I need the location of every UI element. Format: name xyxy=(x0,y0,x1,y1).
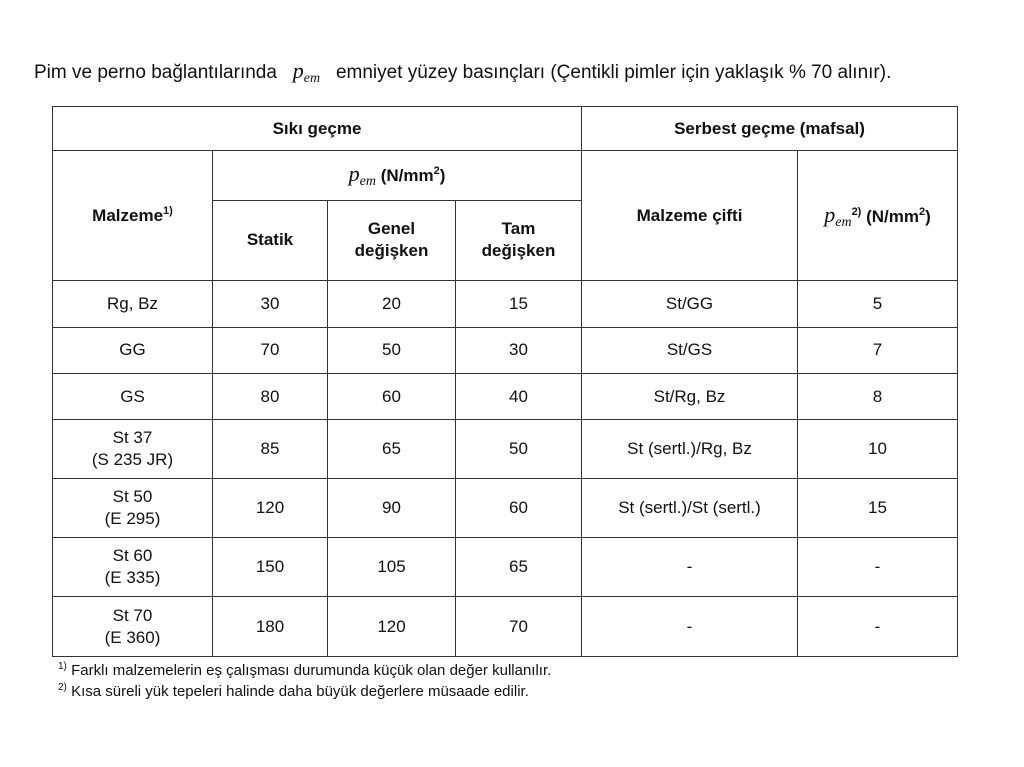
caption-text-after: emniyet yüzey basınçları (Çentikli pimler için yaklaşık % 70 alınır). xyxy=(335,62,892,83)
table-row xyxy=(53,327,958,373)
cell-general: 105 xyxy=(328,538,456,597)
cell-material: St 37 (S 235 JR) xyxy=(53,420,213,478)
table-row xyxy=(53,420,958,478)
cell-pem: - xyxy=(798,597,958,657)
cell-full: 40 xyxy=(456,373,582,419)
cell-pem: 7 xyxy=(798,327,958,373)
group-header-press-fit: Sıkı geçme xyxy=(53,107,582,151)
footnotes xyxy=(58,660,551,702)
cell-full: 70 xyxy=(456,597,582,657)
pem-unit-header: $p_{em}$ (N/mm$^2$) xyxy=(213,151,582,200)
cell-material: GG xyxy=(53,327,213,373)
cell-general: 60 xyxy=(328,373,456,419)
cell-general: 65 xyxy=(328,420,456,478)
cell-static: 85 xyxy=(213,420,328,478)
cell-static: 70 xyxy=(213,327,328,373)
table-row xyxy=(53,373,958,419)
cell-static: 30 xyxy=(213,281,328,327)
cell-pem: 5 xyxy=(798,281,958,327)
cell-material: St 60 (E 335) xyxy=(53,538,213,597)
pem-symbol: $p_{em}$ xyxy=(348,161,376,190)
cell-pem: 8 xyxy=(798,373,958,419)
group-header-loose-fit: Serbest geçme (mafsal) xyxy=(582,107,958,151)
cell-material-pair: St/GG xyxy=(582,281,798,327)
cell-general: 50 xyxy=(328,327,456,373)
cell-general: 90 xyxy=(328,478,456,537)
cell-full: 60 xyxy=(456,478,582,537)
cell-pem: 10 xyxy=(798,420,958,478)
footnote-1: $^{1)}$ Farklı malzemelerin eş çalışması durumunda küçük olan değer kullanılır. xyxy=(58,661,552,679)
table-caption xyxy=(34,58,1019,84)
cell-pem: - xyxy=(798,538,958,597)
footnote-mark-2: 2) xyxy=(851,205,862,218)
caption-text-before: Pim ve perno bağlantılarında xyxy=(34,62,277,83)
cell-material: Rg, Bz xyxy=(53,281,213,327)
header-row-groups xyxy=(53,107,958,151)
cell-general: 20 xyxy=(328,281,456,327)
cell-pem: 15 xyxy=(798,478,958,537)
cell-full: 30 xyxy=(456,327,582,373)
pem-symbol-right: $p_{em}$ xyxy=(824,201,852,230)
material-pair-header: Malzeme çifti xyxy=(582,151,798,281)
header-row-units xyxy=(53,151,958,200)
table-row xyxy=(53,597,958,657)
cell-static: 80 xyxy=(213,373,328,419)
cell-full: 50 xyxy=(456,420,582,478)
cell-material: St 50 (E 295) xyxy=(53,478,213,537)
cell-full: 15 xyxy=(456,281,582,327)
cell-static: 120 xyxy=(213,478,328,537)
cell-material: GS xyxy=(53,373,213,419)
footnote-2: $^{2)}$ Kısa süreli yük tepeleri halinde daha büyük değerlere müsaade edilir. xyxy=(58,682,529,700)
col-header-full-variable: Tam değişken xyxy=(456,200,582,281)
cell-static: 180 xyxy=(213,597,328,657)
cell-material-pair: St/GS xyxy=(582,327,798,373)
material-header: Malzeme$^{1)}$ xyxy=(53,151,213,281)
cell-material-pair: St (sertl.)/Rg, Bz xyxy=(582,420,798,478)
col-header-general-variable: Genel değişken xyxy=(328,200,456,281)
col-header-static: Statik xyxy=(213,200,328,281)
cell-material: St 70 (E 360) xyxy=(53,597,213,657)
cell-static: 150 xyxy=(213,538,328,597)
cell-material-pair: St (sertl.)/St (sertl.) xyxy=(582,478,798,537)
cell-full: 65 xyxy=(456,538,582,597)
right-pem-header: $p_{em}^{2)}$ (N/mm$^2$) xyxy=(798,151,958,281)
caption-pem-symbol: $p_{em}$ xyxy=(292,58,321,86)
cell-material-pair: - xyxy=(582,538,798,597)
cell-material-pair: - xyxy=(582,597,798,657)
table-row xyxy=(53,538,958,597)
table-row xyxy=(53,478,958,537)
footnote-mark-1: 1) xyxy=(163,204,173,217)
cell-material-pair: St/Rg, Bz xyxy=(582,373,798,419)
cell-general: 120 xyxy=(328,597,456,657)
pressure-table xyxy=(52,106,958,657)
table-row xyxy=(53,281,958,327)
